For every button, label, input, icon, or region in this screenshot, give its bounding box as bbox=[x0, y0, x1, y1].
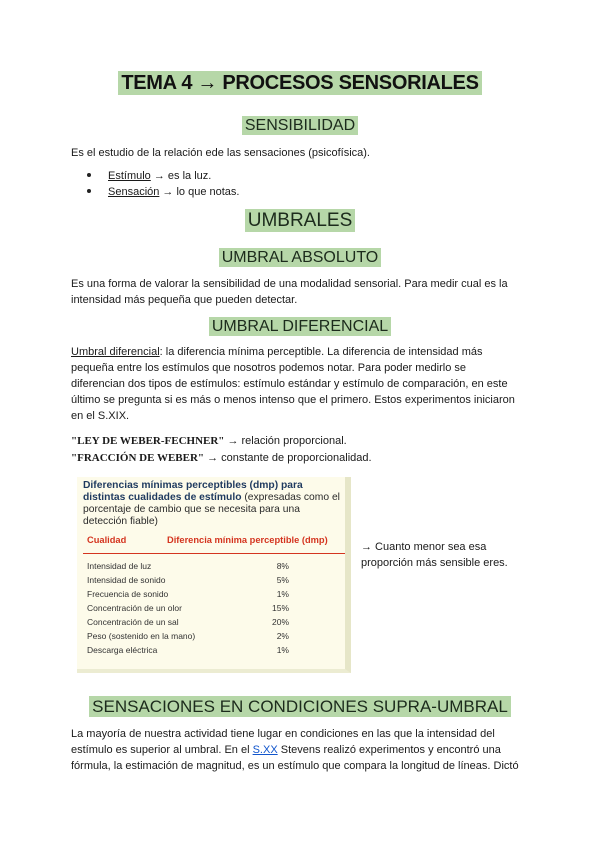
heading-sensibilidad-text: SENSIBILIDAD bbox=[242, 116, 358, 135]
paragraph-sensibilidad: Es el estudio de la relación ede las sensaciones (psicofísica). bbox=[71, 147, 370, 159]
table-cell-quality: Concentración de un olor bbox=[87, 603, 182, 613]
column-header-dmp: Diferencia mínima perceptible (dmp) bbox=[167, 535, 328, 545]
definition-text: : la diferencia mínima perceptible. La diferencia de intensidad más pequeña entre los estímulos que nosotros podemos notar. Para poder medirlo se diferencian dos tipos de estímulos: estímulo estándar y estímulo de comparación, en este último se pregunta si es más o menos intenso que el primero. Estos experimentos iniciaron en el S.XIX. bbox=[71, 346, 515, 422]
table-cell-quality: Intensidad de luz bbox=[87, 561, 152, 571]
heading-sensibilidad bbox=[0, 117, 600, 135]
bullet-term: Estímulo bbox=[108, 170, 151, 182]
table-caption-rest: (expresadas como el porcentaje de cambio que se necesita para una detección fiable) bbox=[83, 492, 340, 527]
table-row bbox=[87, 603, 327, 617]
heading-umbrales bbox=[0, 210, 600, 232]
table-cell-value: 5% bbox=[276, 575, 289, 585]
side-note: → Cuanto menor sea esa proporción más sensible eres. bbox=[361, 541, 508, 569]
heading-umbral-absoluto-text: UMBRAL ABSOLUTO bbox=[219, 248, 382, 267]
bullet-term: Sensación bbox=[108, 186, 160, 198]
table-row bbox=[87, 589, 327, 603]
law-name: "FRACCIÓN DE WEBER" bbox=[71, 452, 205, 464]
column-header-cualidad: Cualidad bbox=[87, 535, 127, 545]
table-cell-quality: Peso (sostenido en la mano) bbox=[87, 631, 196, 641]
bullet-text: → es la luz. bbox=[150, 170, 212, 182]
table-cell-value: 1% bbox=[276, 645, 289, 655]
table-caption bbox=[83, 480, 345, 528]
heading-supra-umbral-text: SENSACIONES EN CONDICIONES SUPRA-UMBRAL bbox=[89, 696, 511, 717]
table-divider bbox=[83, 553, 345, 554]
law-name: "LEY DE WEBER-FECHNER" bbox=[71, 435, 225, 447]
heading-umbrales-text: UMBRALES bbox=[245, 209, 356, 232]
list-item bbox=[90, 184, 240, 200]
table-row bbox=[87, 561, 327, 575]
page-title bbox=[0, 72, 600, 95]
table-cell-value: 20% bbox=[271, 617, 289, 627]
table-header bbox=[83, 535, 345, 553]
table-cell-quality: Descarga eléctrica bbox=[87, 645, 158, 655]
table-row bbox=[87, 645, 327, 659]
paragraph-umbral-absoluto: Es una forma de valorar la sensibilidad de una modalidad sensorial. Para medir cual es la intensidad más pequeña que pueden detectar. bbox=[71, 278, 508, 306]
bullet-icon bbox=[87, 189, 91, 193]
table-cell-value: 2% bbox=[276, 631, 289, 641]
table-cell-value: 8% bbox=[276, 561, 289, 571]
sxx-link[interactable]: S.XX bbox=[252, 744, 278, 756]
law-fraccion-weber bbox=[71, 450, 521, 466]
law-description: → constante de proporcionalidad. bbox=[204, 452, 372, 464]
dmp-table-figure bbox=[77, 477, 351, 673]
term-umbral-diferencial: Umbral diferencial bbox=[71, 346, 160, 358]
table-caption-bold: Diferencias mínimas perceptibles (dmp) para distintas cualidades de estímulo bbox=[83, 480, 303, 503]
law-weber-fechner bbox=[71, 433, 521, 449]
bullet-text: → lo que notas. bbox=[159, 186, 240, 198]
law-description: → relación proporcional. bbox=[224, 435, 347, 447]
bullet-icon bbox=[87, 173, 91, 177]
table-cell-value: 15% bbox=[271, 603, 289, 613]
page-title-text: TEMA 4 → PROCESOS SENSORIALES bbox=[118, 71, 481, 95]
table-cell-quality: Intensidad de sonido bbox=[87, 575, 166, 585]
heading-umbral-diferencial-text: UMBRAL DIFERENCIAL bbox=[209, 317, 391, 336]
table-row bbox=[87, 631, 327, 645]
heading-supra-umbral bbox=[0, 697, 600, 717]
paragraph-umbral-diferencial bbox=[71, 344, 521, 424]
table-cell-quality: Frecuencia de sonido bbox=[87, 589, 169, 599]
supra-text-a: La mayoría de nuestra actividad tiene lugar en condiciones en las que la intensidad del estímulo es superior al umbral. En el bbox=[71, 728, 495, 756]
paragraph-supra-umbral bbox=[71, 726, 521, 774]
list-item bbox=[90, 168, 212, 184]
supra-text-b: Stevens realizó experimentos y encontró una fórmula, la estimación de magnitud, es un estímulo que compara la longitud de líneas. Dictó bbox=[71, 744, 519, 772]
heading-umbral-absoluto bbox=[0, 249, 600, 267]
heading-umbral-diferencial bbox=[0, 318, 600, 336]
table-row bbox=[87, 575, 327, 589]
table-row bbox=[87, 617, 327, 631]
table-cell-value: 1% bbox=[276, 589, 289, 599]
table-cell-quality: Concentración de un sal bbox=[87, 617, 179, 627]
